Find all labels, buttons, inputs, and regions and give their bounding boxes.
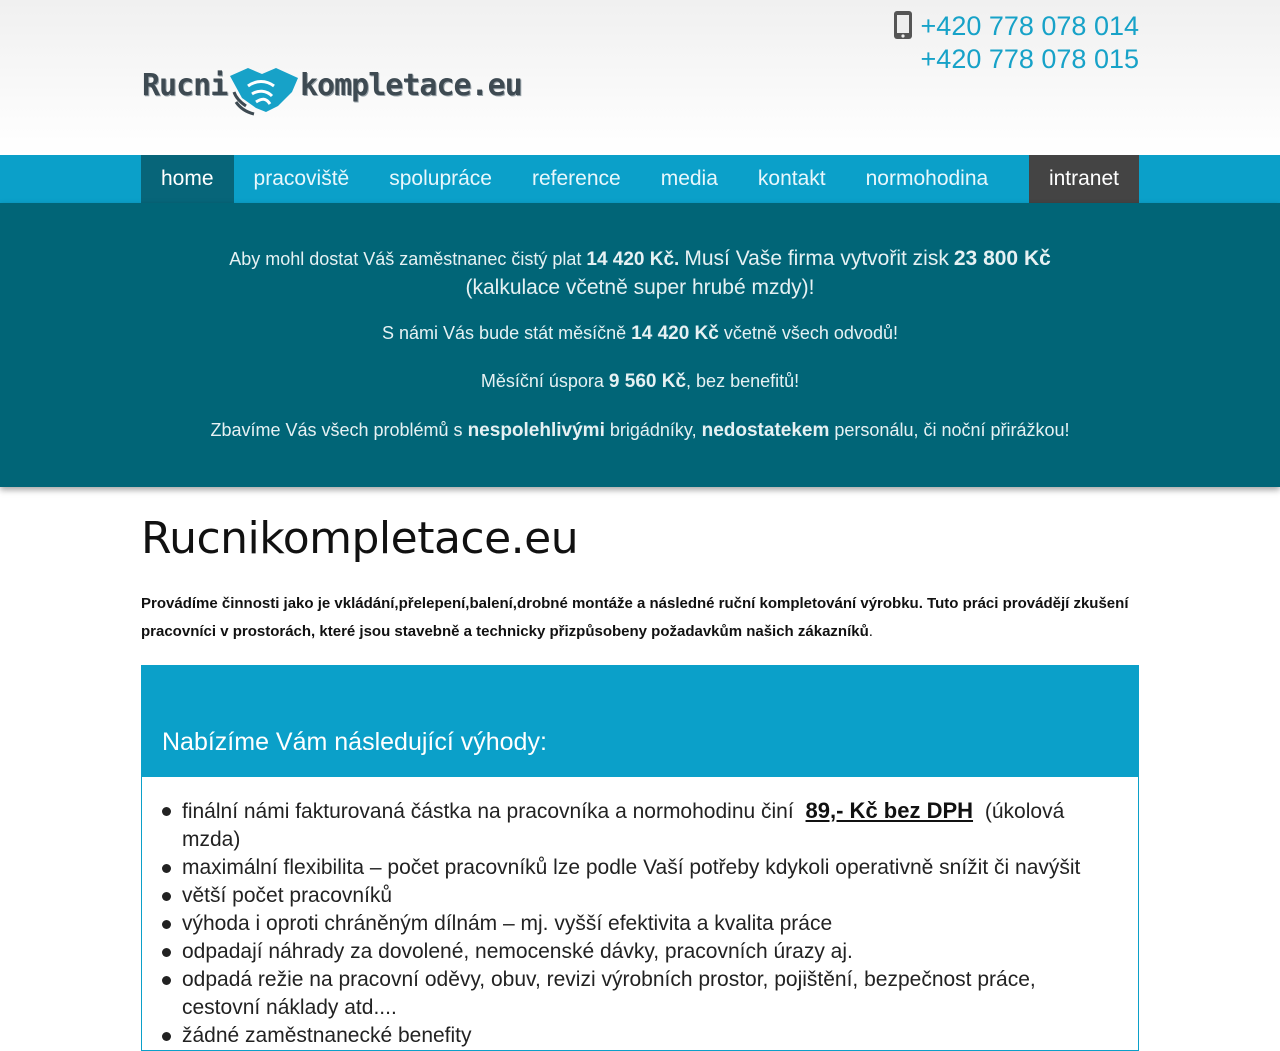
nav-bar bbox=[141, 155, 1139, 203]
benefit-text: maximální flexibilita – počet pracovníků lze podle Vaší potřeby kdykoli operativně snížit či navýšit bbox=[182, 856, 1081, 879]
banner-em-shortage: nedostatekem bbox=[701, 420, 830, 441]
benefit-1-text: finální námi fakturovaná částka na pracovníka a normohodinu činí bbox=[182, 800, 794, 823]
bullet-icon bbox=[162, 892, 171, 901]
list-item bbox=[162, 797, 1118, 854]
intro-paragraph bbox=[141, 590, 1139, 646]
phone-number-1[interactable]: +420 778 078 014 bbox=[920, 11, 1139, 41]
nav-item-kontakt[interactable]: kontakt bbox=[757, 167, 826, 190]
benefit-text: výhoda i oproti chráněným dílnám – mj. vyšší efektivita a kvalita práce bbox=[182, 912, 833, 935]
benefit-1-suffix: (úkolová mzda) bbox=[182, 800, 1065, 851]
benefit-text: odpadají náhrady za dovolené, nemocenské dávky, pracovních úrazy aj. bbox=[182, 940, 853, 963]
nav-item-intranet[interactable]: intranet bbox=[1029, 155, 1139, 203]
banner-l4-c: personálu, či noční přirážkou! bbox=[834, 420, 1070, 440]
banner-l4-b: brigádníky, bbox=[609, 420, 697, 440]
banner-l3-a: Měsíční úspora bbox=[480, 371, 604, 391]
phone-row-2 bbox=[893, 43, 1139, 76]
banner-salary: 14 420 Kč. bbox=[586, 249, 680, 270]
list-item bbox=[162, 966, 1118, 1022]
site-logo[interactable] bbox=[142, 62, 522, 118]
phone-number-2[interactable]: +420 778 078 015 bbox=[920, 44, 1139, 74]
banner-l2-b: včetně všech odvodů! bbox=[723, 323, 898, 343]
logo-text-left: Rucni bbox=[142, 68, 228, 103]
benefits-box-header bbox=[142, 666, 1138, 777]
bullet-icon bbox=[162, 948, 171, 957]
benefit-text: odpadá režie na pracovní oděvy, obuv, revizi výrobních prostor, pojištění, bezpečnost práce, cestovní náklady atd.... bbox=[182, 968, 1036, 1019]
phone-row-1 bbox=[893, 10, 1139, 43]
mobile-phone-icon bbox=[893, 10, 913, 40]
banner-l1-c: (kalkulace včetně super hrubé mzdy)! bbox=[465, 276, 815, 299]
benefits-list bbox=[162, 797, 1118, 1050]
banner-line-4 bbox=[0, 420, 1280, 442]
bullet-icon bbox=[162, 920, 171, 929]
banner-l2-a: S námi Vás bude stát měsíčně bbox=[382, 323, 627, 343]
bullet-icon bbox=[162, 807, 171, 816]
main-nav bbox=[0, 155, 1280, 203]
list-item bbox=[162, 1022, 1118, 1050]
main-content bbox=[141, 513, 1139, 1051]
benefits-box-body bbox=[142, 777, 1138, 1050]
benefits-title: Nabízíme Vám následující výhody: bbox=[162, 728, 547, 756]
intro-text: Provádíme činnosti jako je vkládání,přelepení,balení,drobné montáže a následné ruční kompletování výrobku. Tuto práci provádějí zkušení pracovníci v prostorách, které jsou stavebně a technicky přizpůsobeny požadavkům našich zákazníků bbox=[141, 595, 1129, 640]
banner-line-2 bbox=[0, 323, 1280, 345]
benefit-text: větší počet pracovníků bbox=[182, 884, 393, 907]
site-header bbox=[0, 0, 1280, 155]
phone-contacts bbox=[893, 10, 1139, 76]
banner-savings: 9 560 Kč bbox=[608, 371, 687, 392]
banner-em-unreliable: nespolehlivými bbox=[467, 420, 605, 441]
banner-l3-b: , bez benefitů! bbox=[686, 371, 800, 391]
list-item bbox=[162, 882, 1118, 910]
bullet-icon bbox=[162, 864, 171, 873]
banner-l1-b: Musí Vaše firma vytvořit zisk bbox=[684, 247, 949, 270]
banner-l4-a: Zbavíme Vás všech problémů s bbox=[210, 420, 463, 440]
page-title: Rucnikompletace.eu bbox=[141, 513, 579, 564]
banner-monthly-cost: 14 420 Kč bbox=[631, 323, 719, 344]
promo-banner bbox=[0, 203, 1280, 487]
nav-item-pracoviste[interactable]: pracoviště bbox=[253, 167, 350, 190]
nav-item-reference[interactable]: reference bbox=[531, 167, 621, 190]
intro-end: . bbox=[868, 623, 873, 640]
bullet-icon bbox=[162, 1032, 171, 1041]
logo-text-right: kompletace.eu bbox=[300, 68, 522, 103]
handshake-icon bbox=[226, 62, 302, 118]
nav-item-media[interactable]: media bbox=[660, 167, 718, 190]
banner-profit: 23 800 Kč bbox=[953, 247, 1051, 270]
bullet-icon bbox=[162, 976, 171, 985]
list-item bbox=[162, 910, 1118, 938]
banner-l1-a: Aby mohl dostat Váš zaměstnanec čistý plat bbox=[229, 249, 582, 269]
nav-item-home[interactable]: home bbox=[141, 155, 234, 203]
banner-line-1 bbox=[0, 245, 1280, 302]
benefits-box bbox=[141, 665, 1139, 1051]
list-item bbox=[162, 854, 1118, 882]
banner-line-3 bbox=[0, 371, 1280, 393]
price-highlight: 89,- Kč bez DPH bbox=[805, 798, 974, 823]
nav-item-spoluprace[interactable]: spolupráce bbox=[389, 167, 492, 190]
benefit-text: žádné zaměstnanecké benefity bbox=[182, 1024, 472, 1047]
list-item bbox=[162, 938, 1118, 966]
nav-item-normohodina[interactable]: normohodina bbox=[865, 167, 989, 190]
